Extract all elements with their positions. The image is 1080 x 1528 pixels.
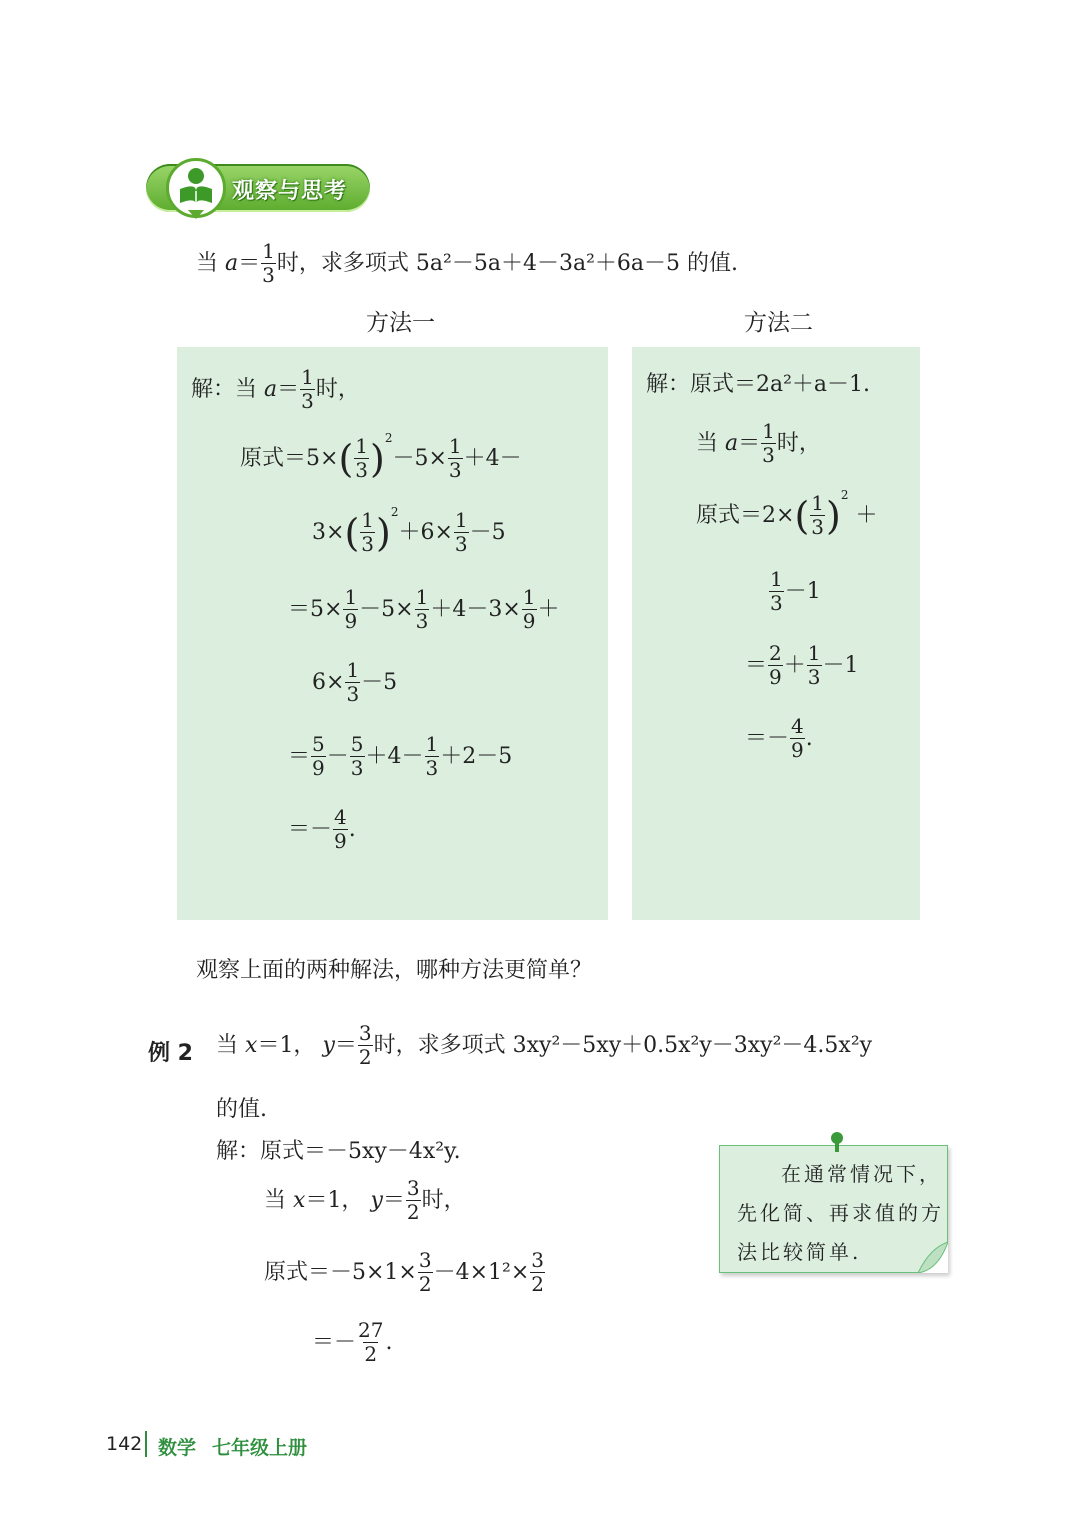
m1-line-3: 3× ( $\frac{1}{3}$ ) 2 ＋6× $\frac{1}{3}$ －5 (312, 505, 506, 556)
page-curl-icon (918, 1240, 948, 1273)
footer-divider (145, 1431, 147, 1457)
note-line-2: 先化简、再求值的方 (737, 1201, 944, 1225)
m1-line-2: 原式＝5× ( $\frac{1}{3}$ ) 2 －5× $\frac{1}{3}$ ＋4－ (240, 431, 522, 482)
method-two-title: 方法二 (744, 310, 813, 336)
method-one-title: 方法一 (366, 310, 435, 336)
m1-line-7: ＝－ $\frac{4}{9}$ . (288, 805, 356, 853)
ex2-line-5: 原式＝－5×1× $\frac{3}{2}$ －4×1²× $\frac{3}{2}$ (264, 1248, 545, 1296)
m1-line-6: ＝ $\frac{5}{9}$ － $\frac{5}{3}$ ＋4－ $\frac{1}{3}$ ＋2－5 (288, 732, 513, 780)
banner-pointer-icon (188, 210, 204, 219)
ex2-line-1: 当 x ＝1， y ＝ $\frac{3}{2}$ 时，求多项式 3xy²－5xy＋0.5x²y－3xy²－4.5x²y (216, 1021, 873, 1069)
m2-line-3: 原式＝2× ( $\frac{1}{3}$ ) 2 ＋ (696, 488, 878, 539)
note-line-3: 法比较简单. (737, 1240, 862, 1264)
example-label: 例 2 (148, 1041, 193, 1066)
question-line: 当 a ＝ $\frac{1}{3}$ 时，求多项式 5a²－5a＋4－3a²＋6a－5 的值. (196, 239, 738, 287)
ex2-line-3: 解：原式＝－5xy－4x²y. (216, 1139, 461, 1164)
m2-line-1: 解：原式＝2a²＋a－1. (646, 372, 871, 397)
m1-line-1: 解：当 a ＝ $\frac{1}{3}$ 时， (191, 365, 360, 413)
m2-line-6: ＝－ $\frac{4}{9}$ . (745, 714, 813, 762)
footer-grade: 七年级上册 (212, 1437, 308, 1459)
ex2-line-4: 当 x ＝1， y ＝ $\frac{3}{2}$ 时， (264, 1176, 466, 1224)
page-number: 142 (106, 1433, 143, 1455)
reading-person-icon (166, 158, 226, 218)
pushpin-icon (826, 1130, 848, 1156)
note-line-1: 在通常情况下， (781, 1162, 942, 1186)
m1-line-4: ＝5× $\frac{1}{9}$ －5× $\frac{1}{3}$ ＋4－3× $\frac{1}{9}$ ＋ (288, 585, 560, 633)
m2-line-4: $\frac{1}{3}$ －1 (770, 567, 821, 615)
method-one-panel (177, 347, 608, 920)
ex2-line-6: ＝－ $\frac{27}{2}$ . (312, 1318, 393, 1366)
observe-question: 观察上面的两种解法，哪种方法更简单？ (196, 958, 593, 983)
fraction: $\frac{1}{3}$ (262, 239, 275, 287)
m2-line-2: 当 a ＝ $\frac{1}{3}$ 时， (696, 419, 821, 467)
footer-subject: 数学 (158, 1437, 197, 1459)
banner-title: 观察与思考 (232, 179, 348, 204)
ex2-line-2: 的值. (216, 1097, 267, 1122)
m1-line-5: 6× $\frac{1}{3}$ －5 (312, 658, 398, 706)
m2-line-5: ＝ $\frac{2}{9}$ ＋ $\frac{1}{3}$ －1 (745, 641, 859, 689)
